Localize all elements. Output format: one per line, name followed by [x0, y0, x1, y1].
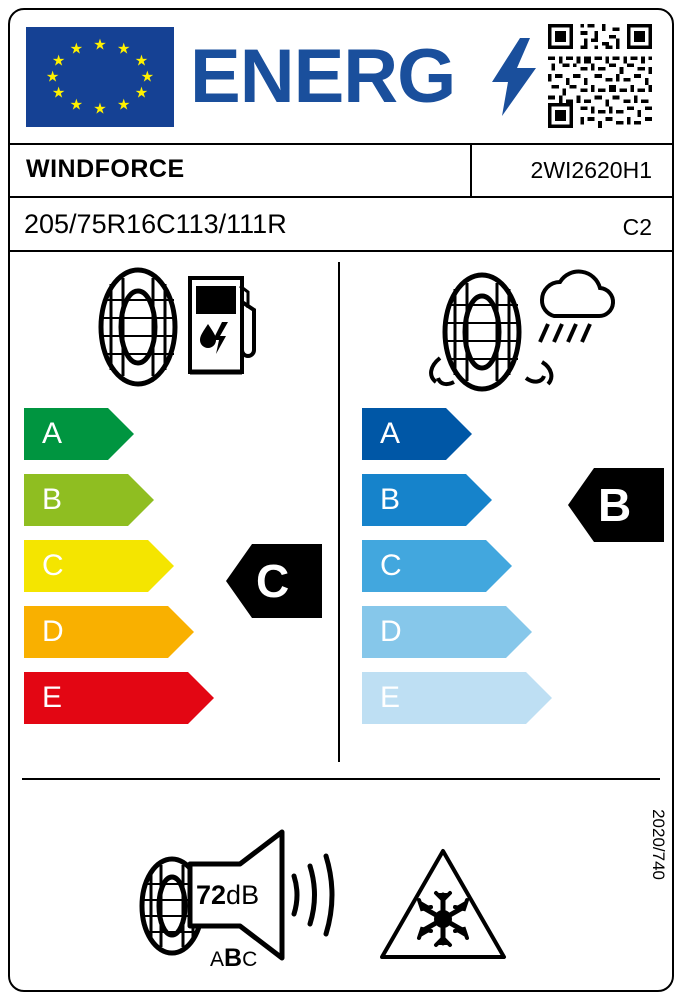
divider-mid-bottom [10, 250, 672, 252]
fuel-efficiency-pictogram [86, 262, 266, 392]
energy-wordmark: ENERG [190, 33, 456, 119]
wet-grade-bar-a [362, 408, 472, 460]
wet-grade-letter-a: A [380, 417, 401, 450]
grade-row [362, 408, 552, 460]
noise-class-b-selected: B [224, 944, 243, 972]
tyre-icon [445, 275, 520, 389]
tyre-class: C2 [622, 214, 652, 240]
divider-vertical-brand [470, 144, 472, 196]
fuel-result-letter: C [256, 555, 290, 607]
noise-value [196, 880, 259, 911]
fuel-grade-letter-b: B [42, 483, 63, 516]
wet-result-letter: B [598, 479, 632, 531]
fuel-drop-icon [200, 322, 228, 354]
model-code: 2WI2620H1 [530, 157, 652, 183]
qr-code-icon [548, 24, 652, 128]
wet-grade-letter-e: E [380, 681, 401, 714]
divider-bottom [22, 778, 660, 780]
grade-row [362, 474, 552, 526]
grade-row [24, 540, 214, 592]
noise-class-a: A [210, 948, 225, 971]
wet-grip-result [568, 468, 664, 542]
grade-row [362, 540, 552, 592]
grade-row [24, 408, 214, 460]
fuel-efficiency-scale [24, 408, 214, 738]
rain-cloud-icon [540, 272, 613, 342]
fuel-grade-letter-a: A [42, 417, 63, 450]
divider-mid-top [10, 196, 672, 198]
divider-top [10, 143, 672, 145]
wet-grip-scale [362, 408, 552, 738]
fuel-grade-letter-e: E [42, 681, 63, 714]
fuel-efficiency-result [226, 544, 322, 618]
divider-vertical-columns [338, 262, 340, 762]
grade-row [362, 672, 552, 724]
grade-row [24, 672, 214, 724]
brand-name: WINDFORCE [26, 155, 185, 183]
wet-grade-letter-d: D [380, 615, 402, 648]
wet-grade-letter-b: B [380, 483, 401, 516]
noise-class-scale [210, 944, 257, 973]
noise-db-number: 72 [196, 880, 227, 910]
tyre-icon [101, 270, 176, 384]
noise-db-unit: dB [226, 880, 260, 910]
fuel-grade-bar-a [24, 408, 134, 460]
tyre-size: 205/75R16C113/111R [24, 209, 287, 239]
grade-row [24, 474, 214, 526]
wet-grip-pictogram [410, 262, 620, 402]
grade-row [362, 606, 552, 658]
three-peak-mountain-snowflake-icon [378, 845, 508, 965]
noise-class-c: C [242, 948, 258, 971]
grade-row [24, 606, 214, 658]
fuel-grade-letter-d: D [42, 615, 64, 648]
lightning-bolt-icon [492, 38, 536, 116]
label-date: 2020/740 [649, 809, 668, 880]
fuel-grade-letter-c: C [42, 549, 64, 582]
eu-flag-icon: ★ ★ ★ ★ ★ ★ ★ ★ ★ ★ ★ ★ [26, 27, 174, 127]
wet-grade-letter-c: C [380, 549, 402, 582]
